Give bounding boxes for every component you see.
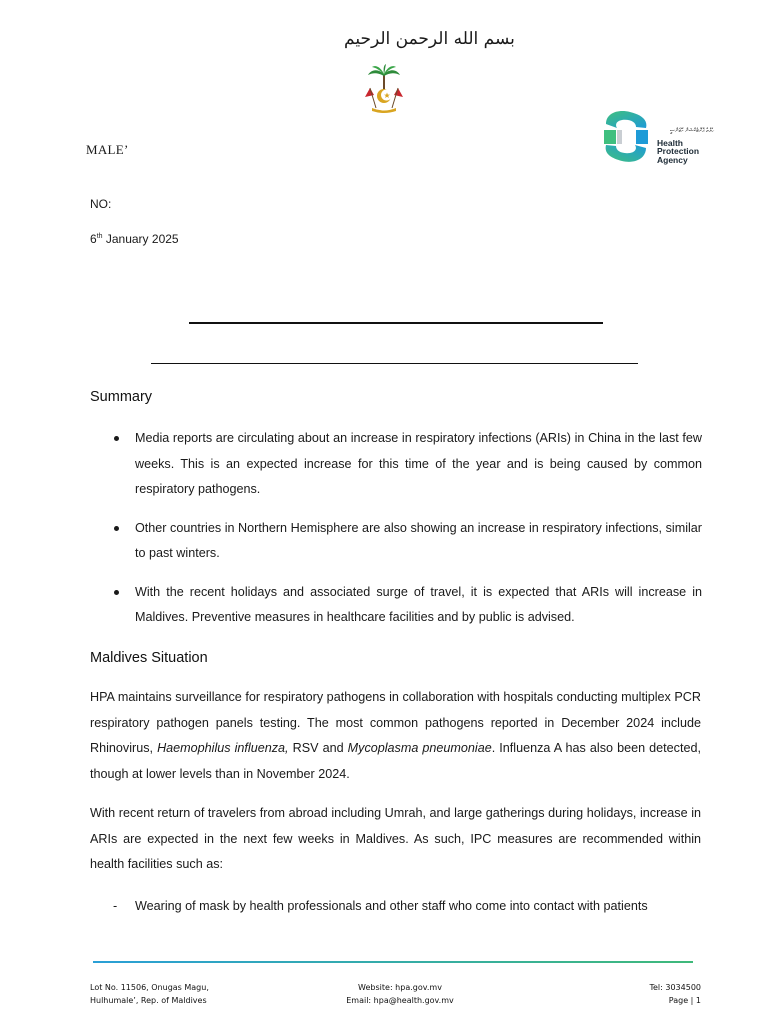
letter-date (90, 232, 179, 246)
pathogen-name: Mycoplasma pneumoniae (347, 741, 492, 755)
footer-phone-page (560, 981, 701, 1007)
bismillah-calligraphy: بسم الله الرحمن الرحيم (344, 29, 515, 49)
reference-number-label: NO: (90, 197, 112, 211)
footer-divider (93, 961, 693, 963)
title-rule-bottom (151, 363, 638, 364)
ipc-measure-text: Wearing of mask by health professionals and other staff who come into contact with patients (135, 899, 648, 913)
date-suffix: th (96, 233, 103, 240)
summary-bullet-list (112, 426, 702, 644)
footer-website: Website: hpa.gov.mv (358, 983, 442, 992)
footer-address-line: Hulhumale’, Rep. of Maldives (90, 996, 207, 1005)
dash-marker: - (113, 899, 118, 913)
footer-contact (320, 981, 480, 1007)
para-text: HPA maintains surveillance for respiratory pathogens in collaboration with hospitals conducting multiplex PCR respiratory pathogen panels testing. The most common pathogens reported in December 2024 include Rhinovirus, (90, 690, 701, 755)
summary-heading: Summary (90, 389, 153, 405)
agency-name-line: Health (657, 138, 683, 148)
situation-paragraph-2: With recent return of travelers from abroad including Umrah, and large gatherings during holidays, increase in ARIs are expected in the next few weeks in Maldives. As such, IPC measures are recommended within health facilities such as: (90, 806, 701, 871)
ipc-measure-item (113, 894, 648, 918)
footer-telephone: Tel: 3034500 (649, 983, 701, 992)
summary-bullet: With the recent holidays and associated surge of travel, it is expected that ARIs will increase in Maldives. Preventive measures in healthcare facilities and by public is advised. (112, 580, 702, 631)
city-heading: MALE’ (86, 142, 129, 157)
hpa-logo-icon (600, 108, 652, 166)
footer-address-line: Lot No. 11506, Onugas Magu, (90, 983, 209, 992)
date-day: 6 (90, 232, 97, 246)
agency-name-line: Protection (657, 146, 700, 157)
summary-bullet: Other countries in Northern Hemisphere are also showing an increase in respiratory infections, similar to past winters. (112, 516, 702, 567)
agency-name (657, 139, 699, 164)
footer-email: Email: hpa@health.gov.mv (346, 996, 454, 1005)
para-text: . Influenza A has also been detected, though at lower levels than in November 2024. (90, 741, 701, 781)
maldives-emblem-icon (362, 64, 406, 114)
agency-name-dhivehi: ހެލްތް ޕްރޮޓެކްޝަން އޭޖެންސީ (670, 128, 715, 134)
summary-bullet: Media reports are circulating about an increase in respiratory infections (ARIs) in China in the last few weeks. This is an expected increase for this time of the year and is being caused by common respiratory pathogens. (112, 426, 702, 503)
page-number: Page | 1 (668, 996, 701, 1005)
situation-paragraph-1 (90, 685, 701, 787)
date-rest: January 2025 (102, 232, 179, 246)
situation-heading: Maldives Situation (90, 650, 208, 666)
pathogen-name: Haemophilus influenza, (157, 741, 289, 755)
agency-name-line: Agency (657, 154, 688, 165)
footer-address (90, 981, 209, 1007)
para-text: RSV and (288, 741, 348, 755)
title-rule-top (189, 322, 603, 324)
